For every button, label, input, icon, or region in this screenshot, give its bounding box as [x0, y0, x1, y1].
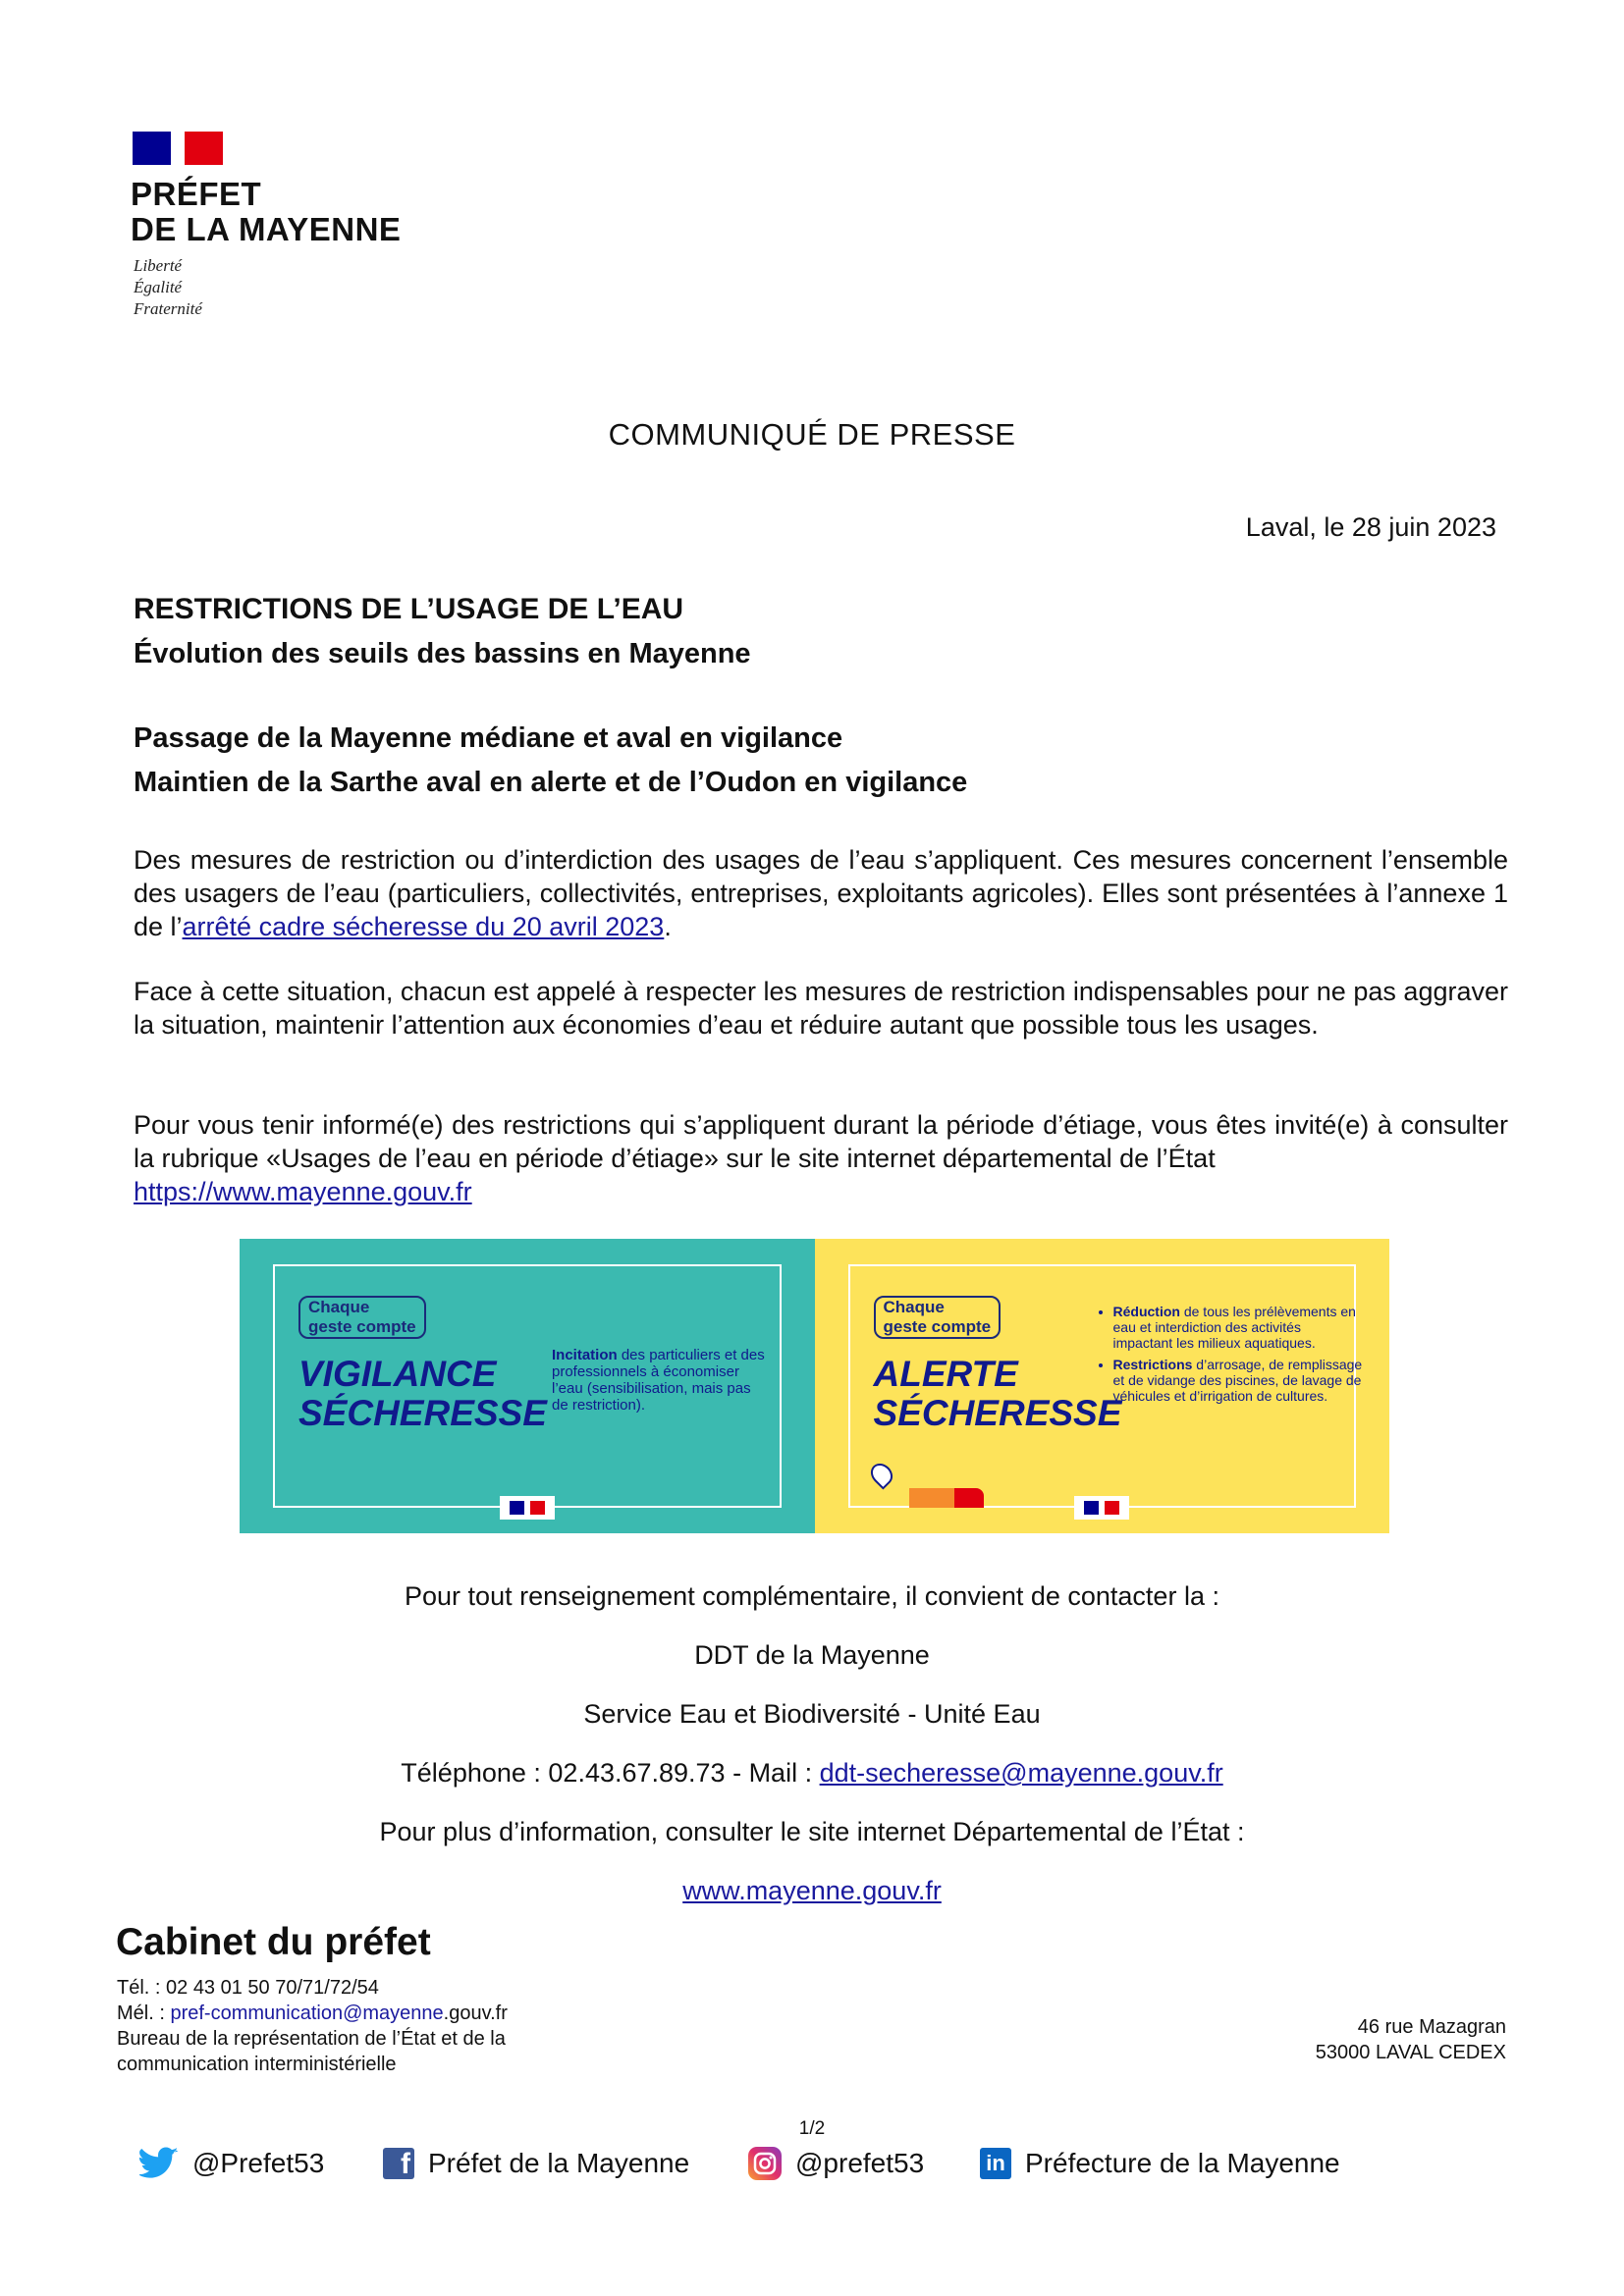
- drought-banner: [240, 1239, 1389, 1533]
- press-release-heading: COMMUNIQUÉ DE PRESSE: [608, 417, 1016, 452]
- title-line-3: Passage de la Mayenne médiane et aval en vigilance: [134, 722, 843, 754]
- alerte-b2-bold: Restrictions: [1112, 1357, 1193, 1372]
- tag-line1: Chaque: [308, 1298, 370, 1316]
- dateline: Laval, le 28 juin 2023: [1245, 512, 1496, 542]
- tag-line2: geste compte: [883, 1317, 992, 1336]
- footer-address: [1316, 2014, 1506, 2065]
- site-link[interactable]: www.mayenne.gouv.fr: [682, 1876, 942, 1905]
- alerte-title: [874, 1355, 1122, 1433]
- alerte-b2-text: d’arrosage, de remplissage et de vidange des piscines, de lavage de véhicules et d’irrigation de cultures.: [1112, 1357, 1363, 1404]
- contact-intro: Pour tout renseignement complémentaire, il convient de contacter la :: [405, 1581, 1219, 1611]
- alerte-line2: SÉCHERESSE: [873, 1393, 1122, 1433]
- social-instagram[interactable]: [748, 2142, 924, 2185]
- republique-flag-logo: [133, 132, 223, 165]
- contact-org: DDT de la Mayenne: [694, 1640, 930, 1670]
- paragraph-3-text: Pour vous tenir informé(e) des restrictions qui s’appliquent durant la période d’étiage, vous êtes invité(e) à consulter la rubrique «Usages de l’eau en période d’étiage» sur le site internet départemental de l’État: [134, 1110, 1508, 1173]
- social-twitter[interactable]: [139, 2142, 324, 2185]
- footer-tel: Tél. : 02 43 01 50 70/71/72/54: [117, 1977, 379, 1999]
- vigilance-panel: [240, 1239, 815, 1533]
- twitter-handle: @Prefet53: [192, 2148, 325, 2178]
- twitter-icon: [139, 2147, 179, 2180]
- contact-phone-mail: [0, 1758, 1624, 1789]
- facebook-name: Préfet de la Mayenne: [428, 2148, 690, 2178]
- vigilance-desc-text: des particuliers et des professionnels à économiser l’eau (sensibilisation, mais pas de restriction).: [552, 1347, 765, 1414]
- contact-service: Service Eau et Biodiversité - Unité Eau: [583, 1699, 1041, 1729]
- vigilance-desc-bold: Incitation: [552, 1347, 618, 1363]
- footer-bureau-2: communication interministérielle: [117, 2054, 397, 2075]
- footer-mel-link[interactable]: pref-communication@mayenne: [170, 2002, 444, 2024]
- chaque-geste-compte-tag: [298, 1296, 426, 1339]
- motto-liberte: Liberté: [134, 256, 183, 275]
- linkedin-name: Préfecture de la Mayenne: [1025, 2148, 1340, 2178]
- alerte-panel: [815, 1239, 1390, 1533]
- instagram-icon: [748, 2147, 782, 2180]
- republic-motto: [134, 255, 202, 320]
- chaque-geste-compte-tag: [874, 1296, 1001, 1339]
- tag-line2: geste compte: [308, 1317, 416, 1336]
- contact-email-link[interactable]: ddt-secheresse@mayenne.gouv.fr: [819, 1758, 1223, 1788]
- alerte-bullet-2: [1113, 1357, 1365, 1404]
- facebook-icon: f: [383, 2148, 414, 2179]
- paragraph-2: Face à cette situation, chacun est appelé à respecter les mesures de restriction indispensables pour ne pas aggraver la situation, maintenir l’attention aux économies d’eau et réduire autant que possible tous les usages.: [134, 977, 1508, 1040]
- page-number: 1/2: [798, 2118, 826, 2139]
- vigilance-line2: SÉCHERESSE: [298, 1393, 547, 1433]
- subtitle: Évolution des seuils des bassins en Mayenne: [134, 638, 751, 669]
- address-line1: 46 rue Mazagran: [1357, 2016, 1506, 2038]
- motto-egalite: Égalité: [134, 278, 183, 296]
- vigilance-description: [552, 1347, 768, 1414]
- red-gauge-icon: [954, 1488, 984, 1508]
- footer-mel-label: Mél. :: [117, 2002, 171, 2024]
- footer-mel-end: .gouv.fr: [443, 2002, 508, 2024]
- alerte-b1-text: de tous les prélèvements en eau et interdiction des activités impactant les milieux aquatiques.: [1112, 1304, 1356, 1351]
- site-line: [0, 1876, 1624, 1906]
- motto-fraternite: Fraternité: [134, 299, 202, 318]
- mayenne-gouv-link[interactable]: https://www.mayenne.gouv.fr: [134, 1177, 472, 1206]
- arrete-cadre-link[interactable]: arrêté cadre sécheresse du 20 avril 2023: [182, 912, 665, 941]
- vigilance-title: [298, 1355, 547, 1433]
- social-facebook[interactable]: [383, 2142, 689, 2185]
- more-info-line: Pour plus d’information, consulter le site internet Départemental de l’État :: [379, 1817, 1245, 1846]
- contact-phone: Téléphone : 02.43.67.89.73 - Mail :: [401, 1758, 820, 1788]
- marianne-icon: [1074, 1496, 1129, 1520]
- marianne-icon: [500, 1496, 555, 1520]
- linkedin-icon: in: [980, 2148, 1011, 2179]
- footer-bureau-1: Bureau de la représentation de l’État et de la: [117, 2028, 506, 2050]
- paragraph-3: [134, 1108, 1508, 1208]
- alerte-bullet-1: [1113, 1304, 1365, 1351]
- logo-line2: DE LA MAYENNE: [131, 211, 402, 247]
- alerte-description: [1100, 1304, 1365, 1410]
- tag-line1: Chaque: [883, 1298, 945, 1316]
- instagram-handle: @prefet53: [795, 2148, 925, 2178]
- paragraph-1-end: .: [664, 912, 672, 941]
- vigilance-line1: VIGILANCE: [298, 1354, 497, 1394]
- address-line2: 53000 LAVAL CEDEX: [1315, 2042, 1506, 2063]
- footer-mel: [117, 2001, 508, 2026]
- alerte-b1-bold: Réduction: [1112, 1304, 1180, 1319]
- orange-gauge-icon: [909, 1488, 954, 1508]
- title-line-4: Maintien de la Sarthe aval en alerte et de l’Oudon en vigilance: [134, 767, 968, 798]
- prefet-logo-title: [131, 177, 401, 247]
- alerte-line1: ALERTE: [873, 1354, 1018, 1394]
- paragraph-1: [134, 843, 1508, 943]
- paragraph-1-text: Des mesures de restriction ou d’interdiction des usages de l’eau s’appliquent. Ces mesures concernent l’ensemble des usagers de l’eau (particuliers, collectivités, entreprises, exploitants agricoles). Elles sont présentées à l’annexe 1 de l’: [134, 845, 1508, 941]
- social-linkedin[interactable]: [980, 2142, 1340, 2185]
- main-title: RESTRICTIONS DE L’USAGE DE L’EAU: [134, 593, 684, 625]
- logo-line1: PRÉFET: [131, 176, 262, 212]
- cabinet-title: Cabinet du préfet: [116, 1921, 431, 1963]
